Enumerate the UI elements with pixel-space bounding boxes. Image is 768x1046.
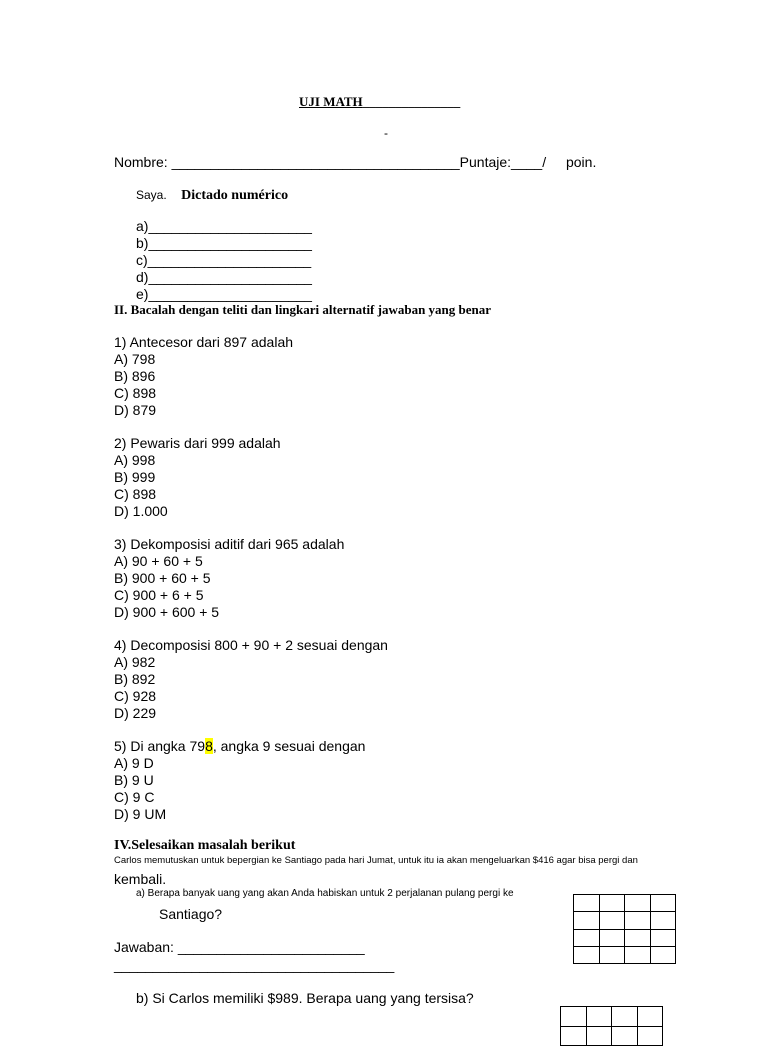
answer-grid-a: [573, 894, 676, 964]
option-c: C) 900 + 6 + 5: [114, 587, 204, 603]
option-a: A) 90 + 60 + 5: [114, 553, 203, 569]
option-a: A) 798: [114, 351, 156, 367]
name-blank: _____________________________________: [171, 154, 460, 170]
option-c: C) 9 C: [114, 789, 155, 805]
section4-title: IV.Selesaikan masalah berikut: [114, 838, 296, 853]
dictation-blank-e: e)_____________________: [136, 286, 312, 302]
dash-mark: -: [384, 126, 388, 140]
page-title: [299, 94, 460, 110]
option-a: A) 982: [114, 654, 156, 670]
question-1: [114, 334, 293, 419]
question-b: b) Si Carlos memiliki $989. Berapa uang yang tersisa?: [136, 990, 474, 1006]
answer-grid-b: [560, 1006, 663, 1046]
dictation-blank-c: c)_____________________: [136, 252, 312, 268]
score-label: Puntaje:: [459, 154, 512, 170]
option-c: C) 928: [114, 688, 157, 704]
option-c: C) 898: [114, 486, 157, 502]
question-stem: 1) Antecesor dari 897 adalah: [114, 334, 294, 350]
dictation-blanks: [136, 218, 312, 303]
title-text: UJI MATH: [299, 94, 363, 109]
title-blank: _______________: [362, 94, 461, 109]
question-4: [114, 637, 388, 722]
stem-text-end: , angka 9 sesuai dengan: [212, 738, 366, 754]
highlighted-digit: 8: [205, 738, 213, 754]
name-score-line: [114, 154, 596, 170]
section1-heading: [136, 186, 288, 204]
name-label: Nombre:: [114, 154, 168, 170]
dictation-blank-a: a)_____________________: [136, 218, 312, 234]
option-d: D) 900 + 600 + 5: [114, 604, 220, 620]
option-b: B) 896: [114, 368, 156, 384]
option-d: D) 9 UM: [114, 806, 167, 822]
question-5: [114, 738, 365, 823]
problem-text-line2: kembali.: [114, 871, 167, 887]
option-a: A) 9 D: [114, 755, 154, 771]
option-d: D) 1.000: [114, 503, 168, 519]
question-a-line2: Santiago?: [159, 906, 223, 922]
option-b: B) 892: [114, 671, 156, 687]
section2-title: II. Bacalah dengan teliti dan lingkari alternatif jawaban yang benar: [114, 302, 492, 317]
question-2: [114, 435, 281, 520]
question-stem: 2) Pewaris dari 999 adalah: [114, 435, 281, 451]
answer-blank-2: ____________________________________: [114, 957, 395, 973]
option-c: C) 898: [114, 385, 157, 401]
dictation-blank-b: b)_____________________: [136, 235, 312, 251]
answer-blank: ________________________: [177, 939, 365, 955]
answer-line: [114, 939, 365, 955]
section1-number: Saya.: [136, 188, 167, 202]
dictation-blank-d: d)_____________________: [136, 269, 312, 285]
option-b: B) 999: [114, 469, 156, 485]
stem-text: 5) Di angka 79: [114, 738, 206, 754]
question-a-line1: a) Berapa banyak uang yang akan Anda habiskan untuk 2 perjalanan pulang pergi ke: [136, 888, 514, 899]
option-d: D) 229: [114, 705, 157, 721]
question-stem: 3) Dekomposisi aditif dari 965 adalah: [114, 536, 345, 552]
option-b: B) 9 U: [114, 772, 154, 788]
points-label: poin.: [565, 154, 597, 170]
question-3: [114, 536, 344, 621]
option-a: A) 998: [114, 452, 156, 468]
question-stem: 4) Decomposisi 800 + 90 + 2 sesuai dengan: [114, 637, 388, 653]
answer-label: Jawaban:: [114, 939, 174, 955]
option-d: D) 879: [114, 402, 157, 418]
option-b: B) 900 + 60 + 5: [114, 570, 211, 586]
question-stem: [114, 738, 365, 755]
score-blank: ____/: [511, 154, 547, 170]
section1-title: Dictado numérico: [181, 188, 289, 203]
problem-text-line1: Carlos memutuskan untuk bepergian ke Santiago pada hari Jumat, untuk itu ia akan mengeluarkan $416 agar bisa pergi dan: [114, 855, 638, 866]
